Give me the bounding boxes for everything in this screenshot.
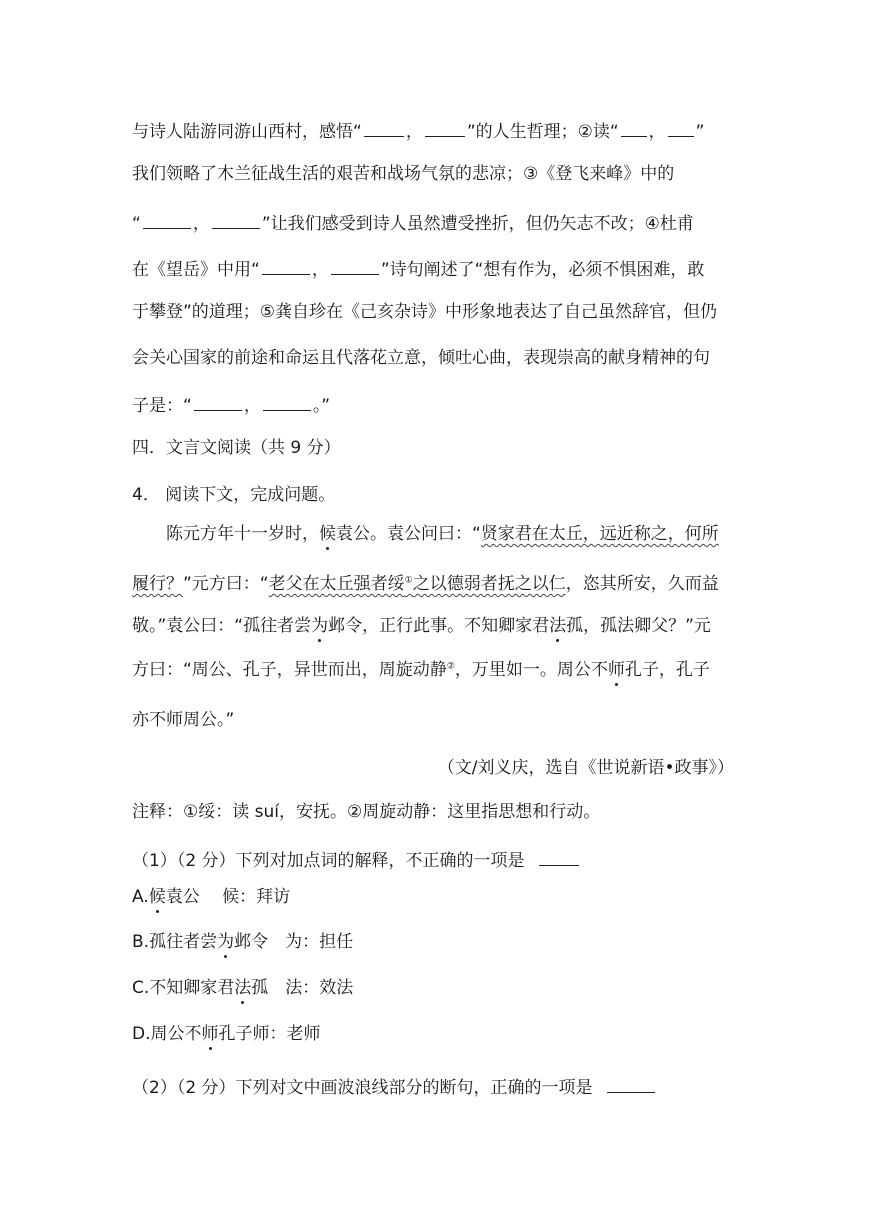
text: 。” xyxy=(312,396,331,416)
text: 敬。”袁公曰：“孤往者尝 xyxy=(132,616,312,636)
passage-line-2 xyxy=(132,572,719,596)
text: C.不知卿家君 xyxy=(132,978,235,998)
wavy-underlined-text: 贤家君在太丘，远近称之，何所 xyxy=(480,524,719,544)
annotation-note: 注释：①绥：读 suí，安抚。②周旋动静：这里指思想和行动。 xyxy=(132,802,601,822)
text: B.孤往者尝 xyxy=(132,932,218,952)
passage-line-4 xyxy=(132,658,710,682)
text: “ xyxy=(132,214,141,234)
text: D.周公不 xyxy=(132,1024,202,1044)
option-a[interactable] xyxy=(132,885,290,909)
poem-line-5: 于攀登”的道理；⑤龚自珍在《己亥杂诗》中形象地表达了自己虽然辞官，但仍 xyxy=(132,302,718,322)
text: ，恣其所安，久而益 xyxy=(565,574,719,594)
text: ， xyxy=(192,214,210,234)
text: 孔子，孔子 xyxy=(624,660,710,680)
text: 孔子师：老师 xyxy=(218,1024,321,1044)
footnote-marker: ① xyxy=(404,575,413,586)
text: 与诗人陆游同游山西村，感悟“ xyxy=(132,122,362,142)
footnote-marker: ② xyxy=(446,661,455,672)
answer-blank[interactable] xyxy=(668,118,694,137)
sub-question-1 xyxy=(132,847,581,873)
poem-line-4 xyxy=(132,256,704,282)
dotted-word: 为 xyxy=(311,616,329,636)
text: A. xyxy=(132,887,149,907)
text: 老父在太丘强者绥 xyxy=(268,574,405,594)
text: 孤 法：效法 xyxy=(251,978,354,998)
option-b[interactable] xyxy=(132,930,353,954)
text: ”的人生哲理；②读“ xyxy=(466,122,619,142)
text: ”让我们感受到诗人虽然遭受挫折，但仍矢志不改；④杜甫 xyxy=(261,214,694,234)
passage-line-3 xyxy=(132,614,711,638)
answer-blank[interactable] xyxy=(621,118,647,137)
source-citation: （文/刘义庆，选自《世说新语•政事》） xyxy=(437,758,734,778)
option-d[interactable] xyxy=(132,1022,321,1046)
text: 方曰：“周公、孔子，异世而出，周旋动静 xyxy=(132,660,447,680)
text: 邺令，正行此事。不知卿家君 xyxy=(328,616,550,636)
answer-blank[interactable] xyxy=(539,847,579,866)
text: 陈元方年十一岁时， xyxy=(166,524,319,544)
text: ， xyxy=(405,122,423,142)
text: 邺令 为：担任 xyxy=(234,932,354,952)
answer-blank[interactable] xyxy=(212,210,260,229)
answer-blank[interactable] xyxy=(331,256,379,275)
dotted-word: 师 xyxy=(201,1024,219,1044)
text: ， xyxy=(311,260,329,280)
dotted-word: 法 xyxy=(549,616,567,636)
text: （2）（2 分）下列对文中画波浪线部分的断句，正确的一项是 xyxy=(132,1078,593,1098)
question-4-prompt: 4． 阅读下文，完成问题。 xyxy=(132,485,336,505)
answer-blank[interactable] xyxy=(607,1074,655,1093)
answer-blank[interactable] xyxy=(143,210,191,229)
poem-line-1 xyxy=(132,118,704,144)
text: （1）（2 分）下列对加点词的解释，不正确的一项是 xyxy=(132,851,525,871)
dotted-word: 候 xyxy=(148,887,166,907)
dotted-word: 师 xyxy=(607,660,625,680)
answer-blank[interactable] xyxy=(262,256,310,275)
text: 孤，孤法卿父？”元 xyxy=(566,616,711,636)
poem-line-6: 会关心国家的前途和命运且代落花立意，倾吐心曲，表现崇高的献身精神的句 xyxy=(132,348,710,368)
text: ” xyxy=(695,122,705,142)
answer-blank[interactable] xyxy=(425,118,465,137)
passage-line-1 xyxy=(166,522,719,546)
text: 袁公。袁公问曰：“ xyxy=(336,524,481,544)
text: ”诗句阐述了“想有作为，必须不惧困难，敢 xyxy=(380,260,705,280)
dotted-word: 法 xyxy=(234,978,252,998)
sub-question-2 xyxy=(132,1074,657,1100)
answer-blank[interactable] xyxy=(364,118,404,137)
answer-blank[interactable] xyxy=(263,392,311,411)
poem-line-7 xyxy=(132,392,330,418)
answer-blank[interactable] xyxy=(194,392,242,411)
text: 袁公 候：拜访 xyxy=(165,887,291,907)
text: ，万里如一。周公不 xyxy=(454,660,608,680)
section-heading: 四．文言文阅读（共 9 分） xyxy=(132,438,341,458)
poem-line-3 xyxy=(132,210,694,236)
passage-line-5: 亦不师周公。” xyxy=(132,710,235,730)
text: ， xyxy=(243,396,261,416)
dotted-word: 为 xyxy=(217,932,235,952)
text: 之以德弱者抚之以仁 xyxy=(412,574,566,594)
text: ， xyxy=(648,122,666,142)
dotted-word: 候 xyxy=(319,524,336,544)
text: ”元方曰：“ xyxy=(183,574,269,594)
wavy-underlined-text: 履行？ xyxy=(132,574,183,594)
text: 在《望岳》中用“ xyxy=(132,260,260,280)
text: 子是：“ xyxy=(132,396,192,416)
wavy-underlined-text xyxy=(269,574,566,594)
option-c[interactable] xyxy=(132,976,353,1000)
poem-line-2: 我们领略了木兰征战生活的艰苦和战场气氛的悲凉；③《登飞来峰》中的 xyxy=(132,164,675,184)
